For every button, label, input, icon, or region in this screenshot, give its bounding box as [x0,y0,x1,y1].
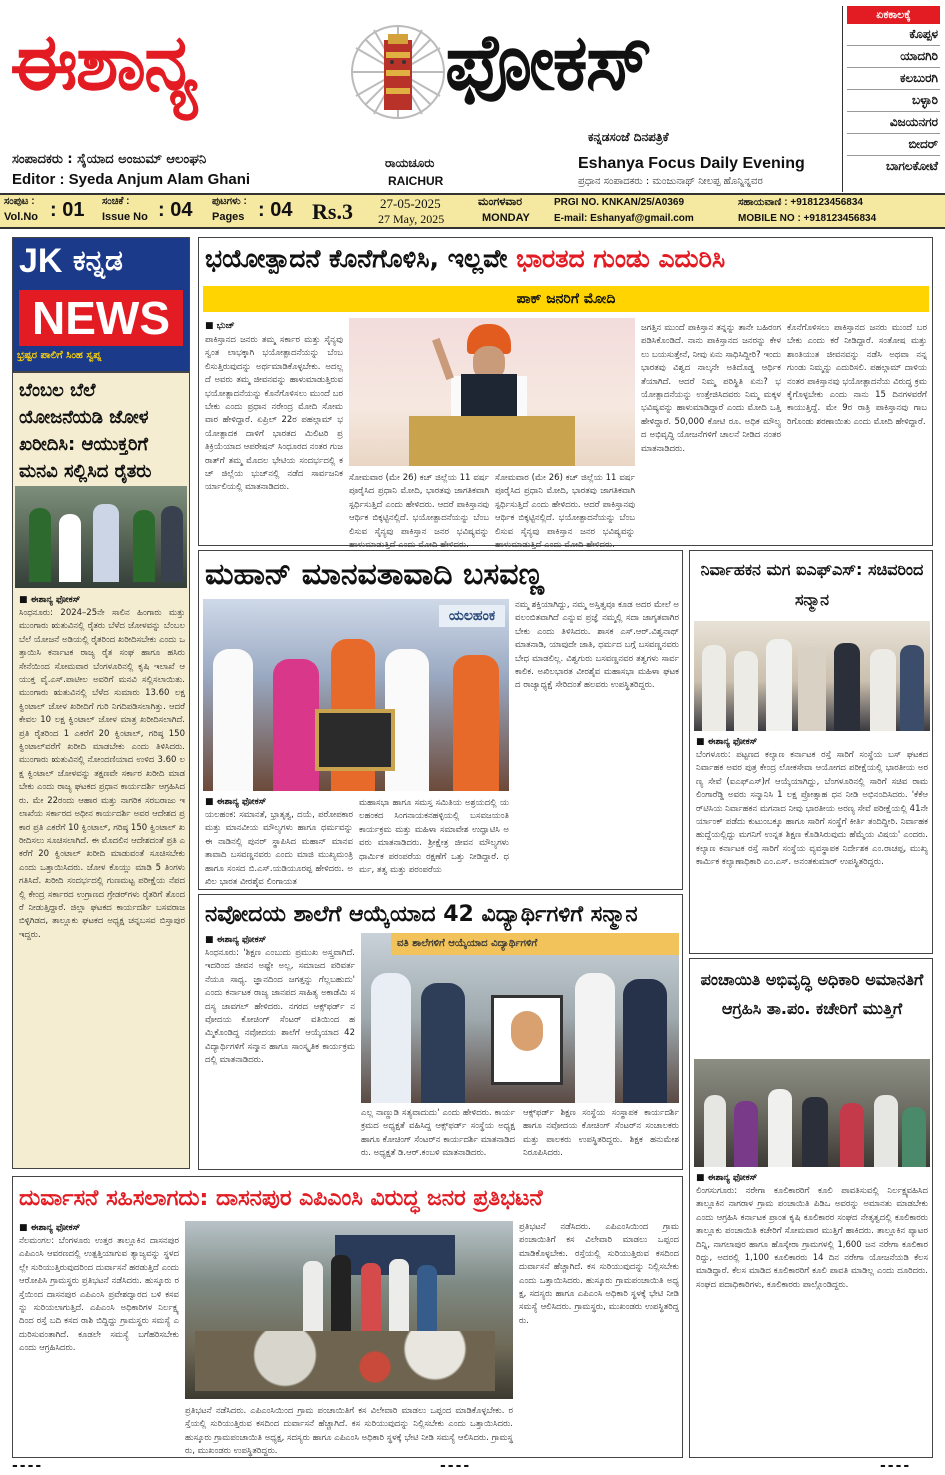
modi-body-2: ಸೋಮವಾರ (ಮೇ 26) ಕಚ್ ಜಿಲ್ಲೆಯ 11 ವರ್ಷ ಪೂರೈಸಿದ ಪ್ರಧಾನಿ ಮೋದಿ, ಭಾರತವು ಜಾಗತಿಕವಾಗಿ ಸ್ಪರ್ಧಿಸುತ್ತಿದೆ ಎಂದು ಹೇಳಿದರು. ಆದರೆ ಪಾಕಿಸ್ತಾನವು ಆರ್ಥಿಕ ಬಿಕ್ಕಟ್ಟಿನಲ್ಲಿದೆ. ಭಯೋತ್ಪಾದನೆಯನ್ನು ಬೆಂಬಲಿಸುವ ಸೈನ್ಯವು ಪಾಕಿಸ್ತಾನ ಜನರ ಭವಿಷ್ಯವನ್ನು ಹಾಳುಮಾಡುತ್ತಿದೆ ಎಂದು ಮೋದಿ ಹೇಳಿದರು. [349,473,489,551]
navodaya-headline: ನವೋದಯ ಶಾಲೆಗೆ ಆಯ್ಕೆಯಾದ 42 ವಿದ್ಯಾರ್ಥಿಗಳಿಗೆ ಸನ್ಮಾನ [205,902,638,927]
basava-photo-banner: ಯಲಹಂಕ [439,605,505,627]
footer-dash-mid: ---- [440,1458,472,1474]
modi-body-3: ಜಗತ್ತಿನ ಮುಂದೆ ಪಾಕಿಸ್ತಾನ ತನ್ನನ್ನು ತಾನೇ ಬಹಿರಂಗಪಡಿಸಿಕೊಂಡಿದೆ. ನಾನು ಪಾಕಿಸ್ತಾನದ ಜನರನ್ನು ಕೇಳಲು ಬಯಸುತ್ತೇನೆ, ನೀವು ಏನು ಸಾಧಿಸಿದ್ದೀರಿ? ಇಂದು ಭಾರತವು ವಿಶ್ವದ ನಾಲ್ಕನೇ ಅತಿದೊಡ್ಡ ಆರ್ಥಿಕತೆಯಾಗಿದೆ. ಆದರೆ ನಿಮ್ಮ ಪರಿಸ್ಥಿತಿ ಏನು? ಭಯೋತ್ಪಾದನೆಯನ್ನು ಉತ್ತೇಜಿಸಿದವರು ನಿಮ್ಮ ಮಕ್ಕಳ ಭವಿಷ್ಯವನ್ನು ಹಾಳುಮಾಡಿದ್ದಾರೆ ಎಂದು ಮೋದಿ ಒತ್ತಿ ಹೇಳಿದ್ದಾರೆ. 50,000 ಕೋಟಿ ರೂ. ಅಧಿಕ ಮೌಲ್ಯದ ಅಭಿವೃದ್ಧಿ ಯೋಜನೆಗಳಿಗೆ ಚಾಲನೆ ನೀಡಿದ ನಂತರ ಮಾತನಾಡಿದರು. [641,323,781,454]
pages-value: : 04 [258,199,293,221]
email: E-mail: Eshanyaf@gmail.com [554,213,694,224]
edition-item: ಬಾಗಲಕೋಟೆ [885,159,938,173]
pages-kn: ಪುಟಗಳು : [212,196,247,207]
jk-news-ad [12,237,190,372]
dasanapura-headline [19,1183,543,1215]
editor-en: Editor : Syeda Anjum Alam Ghani [12,171,251,188]
ad-jk: JK [19,242,63,280]
basava-body-1: ಯಲಹಂಕ: ಸಮಾನತೆ, ಭ್ರಾತೃತ್ವ, ದಯೆ, ಪರೋಪಕಾರ ಮತ್ತು ಮಾನವೀಯ ಮೌಲ್ಯಗಳು ಹಾಗೂ ಧರ್ಮವನ್ನು ಈ ನಾಡಿನಲ್ಲಿ ಪುನರ್ ಸ್ಥಾಪಿಸಿದ ಮಹಾನ್ ಮಾನವತಾವಾದಿ ಬಸವಣ್ಣನವರು ಎಂದು ಮಾಜಿ ಮುಖ್ಯಮಂತ್ರಿ ಹಾಗೂ ಸಂಸದ ಬಿ.ಎಸ್.ಯಡಿಯೂರಪ್ಪ ಹೇಳಿದರು. ಅಖಿಲ ಭಾರತ ವೀರಶೈವ ಲಿಂಗಾಯತ [205,810,353,888]
footer-dash-left: ---- [12,1458,44,1474]
footer-dash-right: ---- [880,1458,912,1474]
ad-kannada: ಕನ್ನಡ [73,244,123,277]
panchayat-article [689,958,933,1458]
day-en: MONDAY [482,212,530,224]
price: Rs.3 [312,199,353,224]
editor-kn: ಸಂಪಾದಕರು : ಸೈಯಾದ ಅಂಜುಮ್ ಆಲಂಘನಿ [12,152,207,167]
day-kn: ಮಂಗಳವಾರ [478,196,523,208]
ad-tagline: ಭ್ರಷ್ಟರ ಪಾಲಿಗೆ ಸಿಂಹ ಸ್ವಪ್ನ [17,350,102,361]
modi-headline-b: ಭಾರತದ ಗುಂಡು ಎದುರಿಸಿ [516,244,726,273]
subtitle-kn: ಕನ್ನಡಸಂಜೆ ದಿನಪತ್ರಿಕೆ [588,130,669,144]
logo-part1: ಈಶಾನ್ಯ [10,17,197,108]
edition-item: ಯಾದಗಿರಿ [847,46,940,68]
ifs-photo [694,621,930,731]
ifs-body: ಬೆಂಗಳೂರು: ಪಟ್ಟಣದ ಕಲ್ಯಾಣ ಕರ್ನಾಟಕ ರಸ್ತೆ ಸಾರಿಗೆ ಸಂಸ್ಥೆಯ ಬಸ್ ಘಟಕದ ನಿರ್ವಾಹಕ ಅವರ ಪುತ್ರ ಕೇಂದ್ರ ಲೋಕಸೇವಾ ಆಯೋಗದ ಪರೀಕ್ಷೆಯಲ್ಲಿ ಭಾರತೀಯ ಅರಣ್ಯ ಸೇವೆ (ಐಎಫ್‌ಎಸ್)ಗೆ ಆಯ್ಕೆಯಾಗಿದ್ದು, ಬೆಂಗಳೂರಿನಲ್ಲಿ ಸಾರಿಗೆ ಸಚಿವ ರಾಮಲಿಂಗಾರೆಡ್ಡಿ ಅವರು ಸನ್ಮಾನಿಸಿ 1 ಲಕ್ಷ ಪ್ರೋತ್ಸಾಹ ಧನ ನೀಡಿ ಅಭಿನಂದಿಸಿದರು. 'ಕೆಕೆಆರ್‌ಟಿಸಿಯ ನಿರ್ವಾಹಕನ ಮಗನಾದ ನೀವು ಭಾರತೀಯ ಅರಣ್ಯ ಸೇವೆ ಪರೀಕ್ಷೆಯಲ್ಲಿ 41ನೇ ರ್ಯಾಂಕ್ ಪಡೆದು ಕುಟುಂಬಕ್ಕೂ ಹಾಗೂ ಸಾರಿಗೆ ಸಂಸ್ಥೆಗೆ ಕೀರ್ತಿ ತಂದಿದ್ದೀರಿ. ನಿರ್ವಾಹಕ ಹುದ್ದೆಯಲ್ಲಿದ್ದು ಮಗನಿಗೆ ಉನ್ನತ ಶಿಕ್ಷಣ ಕೊಡಿಸಿರುವುದು ಹೆಮ್ಮೆಯ ವಿಷಯ' ಎಂದರು. ಕಲ್ಯಾಣ ಕರ್ನಾಟಕ ರಸ್ತೆ ಸಾರಿಗೆ ಸಂಸ್ಥೆಯ ವ್ಯವಸ್ಥಾಪಕ ನಿರ್ದೇಶಕ ಎಂ.ರಾಚಪ್ಪ, ಮುಖ್ಯ ಕಾರ್ಮಿಕ ಕಲ್ಯಾಣಾಧಿಕಾರಿ ಎಂ.ಎಸ್. ಅನಂತಕುಮಾರ್ ಉಪಸ್ಥಿತರಿದ್ದರು. [696,750,928,868]
city-en: RAICHUR [388,174,444,188]
vol-kn: ಸಂಪುಟ : [4,196,35,207]
issue-value: : 04 [158,199,193,221]
basava-photo [203,599,509,791]
panchayat-body: ಲಿಂಗಸುಗೂರು: ನರೇಗಾ ಕೂಲಿಕಾರರಿಗೆ ಕೂಲಿ ಪಾವತಿಸುವಲ್ಲಿ ನಿರ್ಲಕ್ಷ್ಯವಹಿಸಿದ ತಾಲ್ಲೂಕಿನ ನಾಗರಾಳ ಗ್ರಾಮ ಪಂಚಾಯಿತಿ ಪಿಡಿಒ ಅವರನ್ನು ಅಮಾನತು ಮಾಡಬೇಕು ಎಂದು ಆಗ್ರಹಿಸಿ ಕರ್ನಾಟಕ ಪ್ರಾಂತ ಕೃಷಿ ಕೂಲಿಕಾರರ ಸಂಘದ ನೇತೃತ್ವದಲ್ಲಿ ಕೂಲಿಕಾರರು ತಾಲ್ಲೂಕು ಪಂಚಾಯಿತಿ ಕಚೇರಿಗೆ ಸೋಮವಾರ ಮುತ್ತಿಗೆ ಹಾಕಿದರು. ತಾಲ್ಲೂಕಿನ ಪ್ಯಾಟರದಿನ್ನಿ, ನಾಗಲಾಪುರ ಹಾಗೂ ಹೊಸ್ಕೇರಾ ಗ್ರಾಮಗಳಲ್ಲಿ 1,600 ಜನ ನರೇಗಾ ಕೂಲಿಕಾರರಿದ್ದು, ಅದರಲ್ಲಿ 1,100 ಕೂಲಿಕಾರರು 14 ದಿನ ನರೇಗಾ ಯೋಜನೆಯಡಿ ಕೆಲಸ ಮಾಡಿದ್ದಾರೆ. ಕೆಲಸ ಮಾಡಿದ ಕೂಲಿಕಾರರಿಗೆ ಕೂಲಿ ಪಾವತಿ ಮಾಡಿಲ್ಲ ಎಂದು ದೂರಿದರು. ಸಂಘದ ಪದಾಧಿಕಾರಿಗಳು, ಕೂಲಿಕಾರರು ಪಾಲ್ಗೊಂಡಿದ್ದರು. [696,1186,928,1290]
modi-headline [205,240,725,278]
vol-en: Vol.No [4,211,39,223]
pages-en: Pages [212,211,245,223]
modi-body-2b: ಸೋಮವಾರ (ಮೇ 26) ಕಚ್ ಜಿಲ್ಲೆಯ 11 ವರ್ಷ ಪೂರೈಸಿದ ಪ್ರಧಾನಿ ಮೋದಿ, ಭಾರತವು ಜಾಗತಿಕವಾಗಿ ಸ್ಪರ್ಧಿಸುತ್ತಿದೆ ಎಂದು ಹೇಳಿದರು. ಆದರೆ ಪಾಕಿಸ್ತಾನವು ಆರ್ಥಿಕ ಬಿಕ್ಕಟ್ಟಿನಲ್ಲಿದೆ. ಭಯೋತ್ಪಾದನೆಯನ್ನು ಬೆಂಬಲಿಸುವ ಸೈನ್ಯವು ಪಾಕಿಸ್ತಾನ ಜನರ ಭವಿಷ್ಯವನ್ನು ಹಾಳುಮಾಡುತ್ತಿದೆ ಎಂದು ಮೋದಿ ಹೇಳಿದರು. [495,473,635,551]
chief-editor: ಪ್ರಧಾನ ಸಂಪಾದಕರು : ಮಂಜುನಾಥ್ ನೀಲಪ್ಪ ಹೊನ್ನಿನ್ನವರ [578,176,763,187]
dasanapura-body-1: ನೆಲಮಂಗಲ: ಬೆಂಗಳೂರು ಉತ್ತರ ತಾಲ್ಲೂಕಿನ ದಾಸನಪುರ ಎಪಿಎಂಸಿ ಆವರಣದಲ್ಲಿ ಉತ್ಪತ್ತಿಯಾಗುವ ತ್ಯಾಜ್ಯವನ್ನು ಸ್ಥಳದಲ್ಲೇ ಸುರಿಯುತ್ತಿರುವುದರಿಂದ ದುರ್ವಾಸನೆ ಹರಡುತ್ತಿದೆ ಎಂದು ಆರೋಪಿಸಿ ಗ್ರಾಮಸ್ಥರು ಪ್ರತಿಭಟನೆ ನಡೆಸಿದರು. ಹುಸ್ಕೂರು ರಸ್ತೆಯಿಂದ ದಾಸನಪುರ ಎಪಿಎಂಸಿ ಪ್ರವೇಶದ್ವಾರದ ಬಳಿ ಕಸವನ್ನು ಸುರಿಯಲಾಗುತ್ತಿದೆ. ಎಪಿಎಂಸಿ ಅಧಿಕಾರಿಗಳ ನಿರ್ಲಕ್ಷ್ಯದಿಂದ ರಸ್ತೆ ಬದಿ ಕಸದ ರಾಶಿ ಬಿದ್ದಿದ್ದು ಗ್ರಾಮಸ್ಥರು ಸಮಸ್ಯೆ ಎದುರಿಸುವಂತಾಗಿದೆ. ಕೂಡಲೇ ಸಮಸ್ಯೆ ಬಗೆಹರಿಸಬೇಕು ಎಂದು ಆಗ್ರಹಿಸಿದರು. [19,1236,179,1354]
modi-byline: ■ ಭುಜ್ [205,321,235,331]
navodaya-byline: ■ ಈಶಾನ್ಯ ಫೋಕಸ್ [205,935,267,945]
modi-body-1: ಪಾಕಿಸ್ತಾನದ ಜನರು ತಮ್ಮ ಸರ್ಕಾರ ಮತ್ತು ಸೈನ್ಯವು ಸ್ವಂತ ಲಾಭಕ್ಕಾಗಿ ಭಯೋತ್ಪಾದನೆಯನ್ನು ಬೆಂಬಲಿಸುತ್ತಿರುವುದನ್ನು ಅರ್ಥಮಾಡಿಕೊಳ್ಳಬೇಕು. ಅದಲ್ಲದೆ ಅವರು ತಮ್ಮ ಜೀವನವನ್ನು ಹಾಳುಮಾಡುತ್ತಿರುವ ಭಯೋತ್ಪಾದನೆಯನ್ನು ಕೊನೆಗೊಳಿಸಲು ಮುಂದೆ ಬರಬೇಕು ಎಂದು ಪ್ರಧಾನ ನರೇಂದ್ರ ಮೋದಿ ಸೋಮವಾರ ಹೇಳಿದ್ದಾರೆ. ಏಪ್ರಿಲ್ 22ರ ಪಹಲ್ಗಾಮ್ ಭಯೋತ್ಪಾದಕ ದಾಳಿಗೆ ಭಾರತದ ಮಿಲಿಟರಿ ಪ್ರತಿಕ್ರಿಯೆಯಾದ ಆಪರೇಷನ್ ಸಿಂಧೂರದ ನಂತರ ಗುಜರಾತ್‌ಗೆ ತಮ್ಮ ಮೊದಲ ಭೇಟಿಯ ಸಂದರ್ಭದಲ್ಲಿ ಕಚ್ ಜಿಲ್ಲೆಯ ಭುಜ್‌ನಲ್ಲಿ ನಡೆದ ಸಾರ್ವಜನಿಕ ರ್ಯಾಲಿಯಲ್ಲಿ ಮಾತನಾಡಿದರು. [205,335,343,493]
dasanapura-body-2: ಪ್ರತಿಭಟನೆ ನಡೆಸಿದರು. ಎಪಿಎಂಸಿಯಿಂದ ಗ್ರಾಮ ಪಂಚಾಯಿತಿಗೆ ಕಸ ವಿಲೇವಾರಿ ಮಾಡಲು ಒಪ್ಪಂದ ಮಾಡಿಕೊಳ್ಳಬೇಕು. ರಸ್ತೆಯಲ್ಲಿ ಸುರಿಯುತ್ತಿರುವ ಕಸದಿಂದ ದುರ್ವಾಸನೆ ಹೆಚ್ಚಾಗಿದೆ. ಕಸ ಸುರಿಯುವುದನ್ನು ನಿಲ್ಲಿಸಬೇಕು ಎಂದು ಒತ್ತಾಯಿಸಿದರು. ಹುಸ್ಕೂರು ಗ್ರಾಮಪಂಚಾಯಿತಿ ಅಧ್ಯಕ್ಷ, ಸದಸ್ಯರು ಹಾಗೂ ಎಪಿಎಂಸಿ ಅಧಿಕಾರಿ ಸ್ಥಳಕ್ಕೆ ಭೇಟಿ ನೀಡಿ ಸಮಸ್ಯೆ ಆಲಿಸಿದರು. ಗ್ರಾಮಸ್ಥರು, ಮುಖಂಡರು ಉಪಸ್ಥಿತರಿದ್ದರು. [519,1222,679,1326]
city-kn: ರಾಯಚೂರು [385,156,435,170]
edition-item: ಕಲಬುರಗಿ [847,68,940,90]
navodaya-body-2: ಎಲ್ಲ ನಾಣ್ಣುಡಿ ಸತ್ಯವಾದುದು' ಎಂದು ಹೇಳಿದರು. ಕಾರ್ಯಕ್ರಮದ ಅಧ್ಯಕ್ಷತೆ ವಹಿಸಿದ್ದ ಆಕ್ಸ್‌ಫರ್ಡ್ ಸಂಸ್ಥೆಯ ಅಧ್ಯಕ್ಷ ಹಾಗೂ ಕೋಚಿಂಗ್ ಸೆಂಟರ್‌ನ ಕಾರ್ಯದರ್ಶಿ ಮಾತನಾಡಿದರು. ಅಧ್ಯಕ್ಷತೆ ಡಿ.ಆರ್.ಕಂಬಳಿ ಮಾತನಾಡಿದರು. [361,1108,515,1159]
modi-subheadline: ಪಾಕ್ ಜನರಿಗೆ ಮೋದಿ [203,286,929,312]
prgi-number: PRGI NO. KNKAN/25/A0369 [554,197,685,208]
dasanapura-article [12,1176,683,1458]
navodaya-body-1: ಸಿಂಧನೂರು: 'ಶಿಕ್ಷಣ ಎಂಬುದು ಪ್ರಮುಖ ಅಸ್ತ್ರವಾಗಿದೆ. ಇದರಿಂದ ಜೀವನ ಅಷ್ಟೇ ಅಲ್ಲ, ಸಮಾಜದ ಪರಿವರ್ತನೆಯೂ ಸಾಧ್ಯ. ಜ್ಞಾನದಿಂದ ಜಗತ್ತನ್ನು ಗೆಲ್ಲಬಹುದು' ಎಂದು ಕರ್ನಾಟಕ ರಾಜ್ಯ ಜಾನಪದ ಸಾಹಿತ್ಯ ಅಕಾಡೆಮಿ ಸದಸ್ಯ ಜಾವಗಲ್ ಹೇಳಿದರು. ನಗರದ ಆಕ್ಸ್‌ಫರ್ಡ್ ನವೋದಯ ಕೋಚಿಂಗ್ ಸೆಂಟರ್ ವತಿಯಿಂದ ಹಮ್ಮಿಕೊಂಡಿದ್ದ ನವೋದಯ ಶಾಲೆಗೆ ಆಯ್ಕೆಯಾದ 42 ವಿದ್ಯಾರ್ಥಿಗಳಿಗೆ ಸನ್ಮಾನ ಹಾಗೂ ಸಾಂಸ್ಕೃತಿಕ ಕಾರ್ಯಕ್ರಮದಲ್ಲಿ ಮಾತನಾಡಿದರು. [205,948,355,1066]
panchayat-headline: ಪಂಚಾಯಿತಿ ಅಭಿವೃದ್ಧಿ ಅಧಿಕಾರಿ ಅಮಾನತಿಗೆ ಆಗ್ರಹಿಸಿ ತಾ.ಪಂ. ಕಚೇರಿಗೆ ಮುತ್ತಿಗೆ [700,970,924,1018]
farmers-body: ಸಿಂಧನೂರು: 2024–25ನೇ ಸಾಲಿನ ಹಿಂಗಾರು ಮತ್ತು ಮುಂಗಾರು ಋತುವಿನಲ್ಲಿ ರೈತರು ಬೆಳೆದ ಜೋಳವನ್ನು ಬೆಂಬಲ ಬೆಲೆ ಯೋಜನೆ ಅಡಿಯಲ್ಲಿ ರೈತರಿಂದ ಖರೀದಿಸಬೇಕು ಎಂದು ಒತ್ತಾಯಿಸಿ ಕರ್ನಾಟಕ ರಾಜ್ಯ ರೈತ ಸಂಘ ಹಾಗೂ ಹಸಿರು ಸೇನೆಯಿಂದ ಸೋಮವಾರ ಬೆಂಗಳೂರಿನಲ್ಲಿ ಕೃಷಿ ಇಲಾಖೆ ಆಯುಕ್ತ ವೈ.ಎಸ್.ಪಾಟೀಲ ಅವರಿಗೆ ಮನವಿ ಸಲ್ಲಿಸಲಾಯಿತು. ಮುಂಗಾರು ಋತುವಿನಲ್ಲಿ ಬೆಳೆದ ಸುಮಾರು 13.60 ಲಕ್ಷ ಕ್ವಿಂಟಾಲ್ ಜೋಳ ಖರೀದಿಗೆ ಗುರಿ ನಿಗದಿಪಡಿಸಲಾಗಿತ್ತು. ಆದರೆ ಕೇವಲ 10 ಲಕ್ಷ ಕ್ವಿಂಟಾಲ್ ಜೋಳ ಮಾತ್ರ ಖರೀದಿಸಲಾಗಿದೆ. ಪ್ರತಿ ರೈತರಿಂದ 1 ಎಕರೆಗೆ 20 ಕ್ವಿಂಟಾಲ್, ಗರಿಷ್ಠ 150 ಕ್ವಿಂಟಾಲ್‌ವರೆಗೆ ಖರೀದಿ ಮಾಡಬೇಕು ಎಂದು ತಿಳಿಸಿದರು. ಮುಂಗಾರು ಋತುವಿನಲ್ಲಿ ನೋಂದಣಿಯಾದ ಉಳಿದ 3.60 ಲಕ್ಷ ಕ್ವಿಂಟಾಲ್ ಜೋಳವನ್ನು ತಕ್ಷಣವೇ ಸರ್ಕಾರ ಖರೀದಿ ಮಾಡಬೇಕು ಎಂದು ರಾಜ್ಯ ಘಟಕದ ಪ್ರಧಾನ ಕಾರ್ಯದರ್ಶಿ ಆಗ್ರಹಿಸಿದರು. ಮೇ 22ರಂದು ಆಹಾರ ಮತ್ತು ನಾಗರಿಕ ಸರಬರಾಜು ಇಲಾಖೆಯ ಸರ್ಕಾರದ ಅಧೀನ ಕಾರ್ಯದರ್ಶಿ ಅವರ ಆದೇಶದ ಪ್ರಕಾರ ಪ್ರತಿ ಎಕರೆಗೆ 10 ಕ್ವಿಂಟಾಲ್, ಗರಿಷ್ಠ 150 ಕ್ವಿಂಟಾಲ್ ಖರೀದಿಸಲು ಸೂಚಿಸಲಾಗಿದೆ. ಈ ಮೊದಲಿನ ಆದೇಶದಂತೆ ಪ್ರತಿ ಎಕರೆಗೆ 20 ಕ್ವಿಂಟಾಲ್ ಖರೀದಿ ಮಾಡುವಂತೆ ಸೂಚಿಸಬೇಕು ಎಂದು ಒತ್ತಾಯಿಸಿದರು. ಜೋಳ ಕೊಯ್ಲು ಮಾಡಿ 5 ತಿಂಗಳು ಗತಿಸಿದೆ. ಖರೀದಿ ಸಂದರ್ಭದಲ್ಲಿ ಗುಣಮಟ್ಟ ಪರೀಕ್ಷೆಯ ನೆಪದಲ್ಲಿ ಕೇಂದ್ರ ಸರ್ಕಾರದ ಉಗ್ರಾಣದ ಗ್ರೇಡರ್‌ಗಳು ರೈತರಿಗೆ ತೊಂದರೆ ನೀಡುತ್ತಿದ್ದಾರೆ. ಜಿಲ್ಲಾ ಘಟಕದ ಕಾರ್ಯದರ್ಶಿ ಬಸವರಾಜ ಬಿಳ್ಳಿಗಿಡದ, ತಾಲ್ಲೂಕು ಘಟಕದ ಅಧ್ಯಕ್ಷ ಚನ್ನಬಸವ ಬಿಸ್ತಾಪುರ ಇದ್ದರು. [19,608,185,940]
panchayat-photo [694,1059,930,1167]
vol-value: : 01 [50,199,85,221]
farmers-byline: ■ ಈಶಾನ್ಯ ಫೋಕಸ್ [19,595,81,605]
farmers-headline: ಬೆಂಬಲ ಬೆಲೆ ಯೋಜನೆಯಡಿ ಜೋಳ ಖರೀದಿಸಿ: ಆಯುಕ್ತರಿಗೆ ಮನವಿ ಸಲ್ಲಿಸಿದ ರೈತರು [19,380,152,482]
navodaya-banner: ವತಿ ಶಾಲೆಗಳಿಗೆ ಆಯ್ಕೆಯಾದ ವಿದ್ಯಾರ್ಥಿಗಳಿಗೆ [391,933,679,955]
mobile-number: MOBILE NO : +918123456834 [738,213,877,224]
dasanapura-headline-text: ದುರ್ವಾಸನೆ ಸಹಿಸಲಾಗದು: ದಾಸನಪುರ ಎಪಿಎಂಸಿ ವಿರುದ್ಧ ಜನರ ಪ್ರತಿಭಟನೆ [19,1186,543,1211]
dasanapura-body-1b: ಪ್ರತಿಭಟನೆ ನಡೆಸಿದರು. ಎಪಿಎಂಸಿಯಿಂದ ಗ್ರಾಮ ಪಂಚಾಯಿತಿಗೆ ಕಸ ವಿಲೇವಾರಿ ಮಾಡಲು ಒಪ್ಪಂದ ಮಾಡಿಕೊಳ್ಳಬೇಕು. ರಸ್ತೆಯಲ್ಲಿ ಸುರಿಯುತ್ತಿರುವ ಕಸದಿಂದ ದುರ್ವಾಸನೆ ಹೆಚ್ಚಾಗಿದೆ. ಕಸ ಸುರಿಯುವುದನ್ನು ನಿಲ್ಲಿಸಬೇಕು ಎಂದು ಒತ್ತಾಯಿಸಿದರು. ಹುಸ್ಕೂರು ಗ್ರಾಮಪಂಚಾಯಿತಿ ಅಧ್ಯಕ್ಷ, ಸದಸ್ಯರು ಹಾಗೂ ಎಪಿಎಂಸಿ ಅಧಿಕಾರಿ ಸ್ಥಳಕ್ಕೆ ಭೇಟಿ ನೀಡಿ ಸಮಸ್ಯೆ ಆಲಿಸಿದರು. ಗ್ರಾಮಸ್ಥರು, ಮುಖಂಡರು ಉಪಸ್ಥಿತರಿದ್ದರು. [185,1406,513,1457]
basava-headline: ಮಹಾನ್ ಮಾನವತಾವಾದಿ ಬಸವಣ್ಣ [205,557,544,592]
edition-item: ಕೊಪ್ಪಳ [847,24,940,46]
edition-item: ಬೀದರ್ [847,134,940,156]
dasanapura-photo [185,1221,513,1399]
modi-article [198,237,933,551]
edition-item: ವಿಜಯನಗರ [847,112,940,134]
info-bar [0,193,945,229]
basava-body-3: ನಮ್ಮ ಶಕ್ತಿಯಾಗಿದ್ದು, ನಮ್ಮ ಅಸ್ತಿತ್ವವೂ ಕೂಡ ಅದರ ಮೇಲೆ ಅವಲಂಬಿತವಾಗಿದೆ ಎನ್ನುವ ಪ್ರಜ್ಞೆ ನಮ್ಮಲ್ಲಿ ಸದಾ ಜಾಗೃತವಾಗಿರಬೇಕು ಎಂದು ತಿಳಿಸಿದರು. ಶಾಸಕ ಎಸ್.ಆರ್.ವಿಶ್ವನಾಥ್ ಮಾತನಾಡಿ, ಯಾವುದೇ ಜಾತಿ, ಧರ್ಮದ ಬಗ್ಗೆ ಬಸವಣ್ಣನವರು ಬೇಧ ಮಾಡಲಿಲ್ಲ. ವಿಶ್ವಗುರು ಬಸವಣ್ಣನವರ ತತ್ವಗಳು ಸಾರ್ವಕಾಲಿಕ. ಅಖಿಲಭಾರತ ವೀರಶೈವ ಮಹಾಸಭಾ ಮಹಿಳಾ ಘಟಕದ ರಾಜ್ಯಾಧ್ಯಕ್ಷೆ ಸೇರಿದಂತೆ ಹಲವರು ಉಪಸ್ಥಿತರಿದ್ದರು. [515,600,679,691]
modi-body-4: ಕೊನೆಗೊಳಿಸಲು ಪಾಕಿಸ್ತಾನದ ಜನರು ಮುಂದೆ ಬರಬೇಕು ಎಂದು ಕರೆ ನೀಡಿದ್ದಾರೆ. ಸಂತೋಷ ಮತ್ತು ಶಾಂತಿಯುತ ಜೀವನವನ್ನು ನಡೆಸಿ ಅಥವಾ ನನ್ನ ಗುಂಡು ನಿಮ್ಮನ್ನು ಎದುರಿಸಲಿ. ಪಹಲ್ಗಾಮ್ ದಾಳಿಯ ನಂತರ ಪಾಕಿಸ್ತಾನವು ಭಯೋತ್ಪಾದನೆಯ ವಿರುದ್ಧ ಕ್ರಮ ಕೈಗೊಳ್ಳಬೇಕು ಎಂದು ನಾನು 15 ದಿನಗಳವರೆಗೆ ಕಾಯುತ್ತಿದ್ದೆ. ಮೇ 9ರ ರಾತ್ರಿ ಪಾಕಿಸ್ತಾನವು ಗಾಬರಿಗೊಂಡು ಶರಣಾಯಿತು ಎಂದು ಮೋದಿ ಹೇಳಿದ್ದಾರೆ. [787,323,927,427]
helpline: ಸಹಾಯವಾಣಿ : +918123456834 [738,197,863,208]
modi-headline-a: ಭಯೋತ್ಪಾದನೆ ಕೊನೆಗೊಳಿಸಿ, ಇಲ್ಲವೇ [205,244,508,273]
navodaya-article [198,894,683,1170]
farmers-photo [15,486,187,588]
editions-title: ಏಕಕಾಲಕ್ಕೆ [847,6,940,24]
ifs-headline: ನಿರ್ವಾಹಕನ ಮಗ ಐಎಫ್‌ಎಸ್: ಸಚಿವರಿಂದ ಸನ್ಮಾನ [700,560,924,609]
date-text: 27 May, 2025 [378,212,445,226]
navodaya-body-3: ಆಕ್ಸ್‌ಫರ್ಡ್ ಶಿಕ್ಷಣ ಸಂಸ್ಥೆಯ ಸಂಸ್ಥಾಪಕ ಕಾರ್ಯದರ್ಶಿ ಹಾಗೂ ನವೋದಯ ಕೋಚಿಂಗ್ ಸೆಂಟರ್‌ನ ಸಂಚಾಲಕರು ಮತ್ತು ಪಾಲಕರು ಉಪಸ್ಥಿತರಿದ್ದರು. ಶಿಕ್ಷಕ ಹನುಮೇಶ ನಿರೂಪಿಸಿದರು. [523,1108,679,1159]
ad-news: NEWS [19,290,183,346]
issue-en: Issue No [102,211,148,223]
subtitle-en: Eshanya Focus Daily Evening [578,155,805,172]
ifs-article [689,550,933,954]
farmers-article [12,372,190,1169]
basava-body-2: ಮಹಾಸಭಾ ಹಾಗೂ ಸಮಸ್ತ ಸಮಿತಿಯ ಅಶ್ರಯದಲ್ಲಿ ಯಲಹಂಕದ ಸಿಂಗನಾಯಕನಹಳ್ಳಿಯಲ್ಲಿ ಬಸವಜಯಂತಿ ಕಾರ್ಯಕ್ರಮ ಮತ್ತು ಮಹಿಳಾ ಸಮಾವೇಶ ಉದ್ಘಾಟಿಸಿ ಅವರು ಮಾತನಾಡಿದರು. ಶ್ರೀಕ್ಷೇತ್ರ ಜೀವನ ಮೌಲ್ಯಗಳು ಧಾರ್ಮಿಕ ಪರಂಪರೆಯ ರಕ್ಷಣೆಗೆ ಒತ್ತು ನೀಡಿದ್ದಾರೆ. ಧರ್ಮ, ತತ್ವ ಮತ್ತು ಪರಂಪರೆಯ [359,798,509,876]
basava-byline: ■ ಈಶಾನ್ಯ ಫೋಕಸ್ [205,797,267,807]
logo-part2: ಫೋಕಸ್ [445,17,651,108]
panchayat-byline: ■ ಈಶಾನ್ಯ ಫೋಕಸ್ [696,1173,758,1183]
emblem-icon [348,22,448,122]
masthead [0,0,945,195]
dasanapura-byline: ■ ಈಶಾನ್ಯ ಫೋಕಸ್ [19,1223,81,1233]
ifs-byline: ■ ಈಶಾನ್ಯ ಫೋಕಸ್ [696,737,758,747]
issue-kn: ಸಂಚಿಕೆ : [102,196,130,207]
modi-photo [349,318,635,466]
edition-item: ಬಳ್ಳಾರಿ [847,90,940,112]
date-num: 27-05-2025 [380,196,441,211]
navodaya-photo [361,933,679,1103]
editions-box [842,6,940,192]
basava-article [198,550,683,890]
